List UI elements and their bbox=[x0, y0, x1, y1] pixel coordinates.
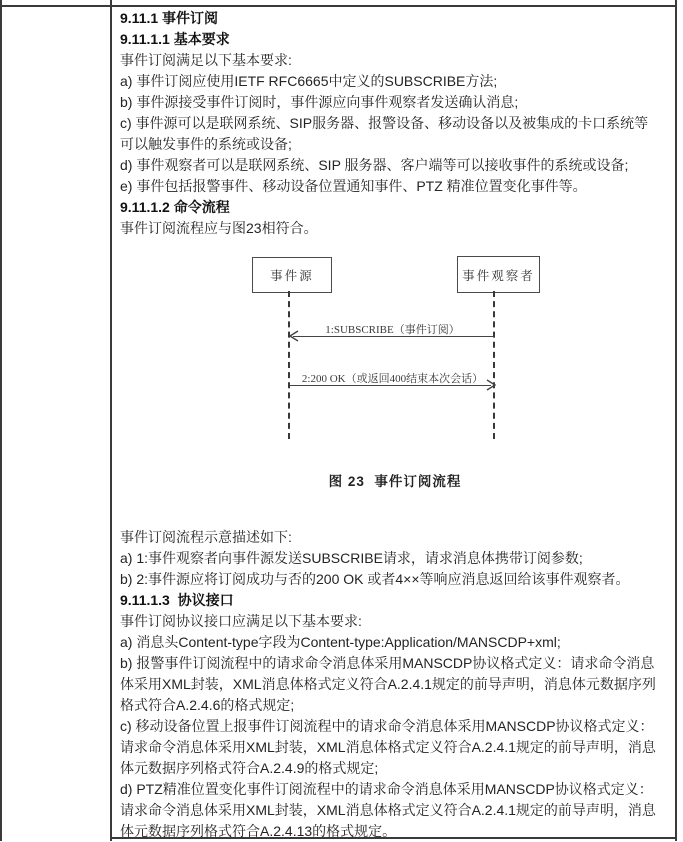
text-line: b) 报警事件订阅流程中的请求命令消息体采用MANSCDP协议格式定义：请求命令消息 bbox=[120, 655, 655, 671]
text-line: c) 事件源可以是联网系统、SIP服务器、报警设备、移动设备以及被集成的卡口系统等 bbox=[120, 115, 649, 131]
text-line: 体采用XML封装，XML消息体格式定义符合A.2.4.1规定的前导声明，消息体元数据序列 bbox=[120, 676, 656, 692]
actor-box-event-observer bbox=[457, 256, 540, 293]
heading-line: 9.11.1.3 协议接口 bbox=[120, 592, 234, 608]
lifeline-event-source bbox=[288, 291, 290, 439]
message-1-line bbox=[293, 336, 494, 337]
arrowhead-right-icon bbox=[486, 379, 496, 391]
actor-label-event-observer: 事件观察者 bbox=[462, 268, 535, 283]
message-2-label: 2:200 OK（或返回400结束本次会话） bbox=[301, 373, 484, 385]
text-line: d) 事件观察者可以是联网系统、SIP 服务器、客户端等可以接收事件的系统或设备; bbox=[120, 157, 629, 173]
text-line: 请求命令消息体采用XML封装，XML消息体格式定义符合A.2.4.1规定的前导声明，消息 bbox=[120, 739, 656, 755]
text-line: a) 1:事件观察者向事件源发送SUBSCRIBE请求，请求消息体携带订阅参数; bbox=[120, 550, 583, 566]
text-line: 事件订阅协议接口应满足以下基本要求: bbox=[120, 613, 362, 629]
empty-left-cell bbox=[2, 7, 110, 837]
text-line: b) 2:事件源应将订阅成功与否的200 OK 或者4××等响应消息返回给该事件观察者。 bbox=[120, 571, 630, 587]
text-line: 事件订阅流程示意描述如下: bbox=[120, 529, 292, 545]
actor-label-event-source: 事件源 bbox=[270, 269, 314, 283]
text-line: 可以触发事件的系统或设备; bbox=[120, 136, 292, 152]
text-line: b) 事件源接受事件订阅时，事件源应向事件观察者发送确认消息; bbox=[120, 94, 519, 110]
text-line: 请求命令消息体采用XML封装，XML消息体格式定义符合A.2.4.1规定的前导声明，消息 bbox=[120, 802, 656, 818]
text-line: d) PTZ精准位置变化事件订阅流程中的请求命令消息体采用MANSCDP协议格式定义： bbox=[120, 781, 653, 797]
heading-line: 9.11.1.2 命令流程 bbox=[120, 199, 230, 215]
text-line: 格式符合A.2.4.6的格式规定; bbox=[120, 697, 295, 713]
text-line: 体元数据序列格式符合A.2.4.13的格式规定。 bbox=[120, 823, 397, 839]
actor-box-event-source bbox=[252, 257, 332, 293]
text-line: 事件订阅流程应与图23相符合。 bbox=[120, 220, 318, 236]
heading-line: 9.11.1 事件订阅 bbox=[120, 10, 219, 26]
table-border-right bbox=[675, 0, 677, 841]
text-line: 事件订阅满足以下基本要求: bbox=[120, 52, 292, 68]
text-line: c) 移动设备位置上报事件订阅流程中的请求命令消息体采用MANSCDP协议格式定义： bbox=[120, 718, 654, 734]
figure-caption: 图 23 事件订阅流程 bbox=[328, 474, 462, 489]
arrowhead-left-icon bbox=[289, 330, 299, 342]
heading-line: 9.11.1.1 基本要求 bbox=[120, 31, 230, 47]
table-column-divider bbox=[110, 0, 112, 841]
message-2-line bbox=[290, 385, 491, 386]
message-1-label: 1:SUBSCRIBE（事件订阅） bbox=[325, 324, 460, 336]
lifeline-event-observer bbox=[493, 291, 495, 439]
text-line: a) 事件订阅应使用IETF RFC6665中定义的SUBSCRIBE方法; bbox=[120, 73, 498, 89]
text-line: 体元数据序列格式符合A.2.4.9的格式规定; bbox=[120, 760, 379, 776]
text-line: e) 事件包括报警事件、移动设备位置通知事件、PTZ 精准位置变化事件等。 bbox=[120, 178, 587, 194]
text-line: a) 消息头Content-type字段为Content-type:Application/MANSCDP+xml; bbox=[120, 634, 561, 650]
